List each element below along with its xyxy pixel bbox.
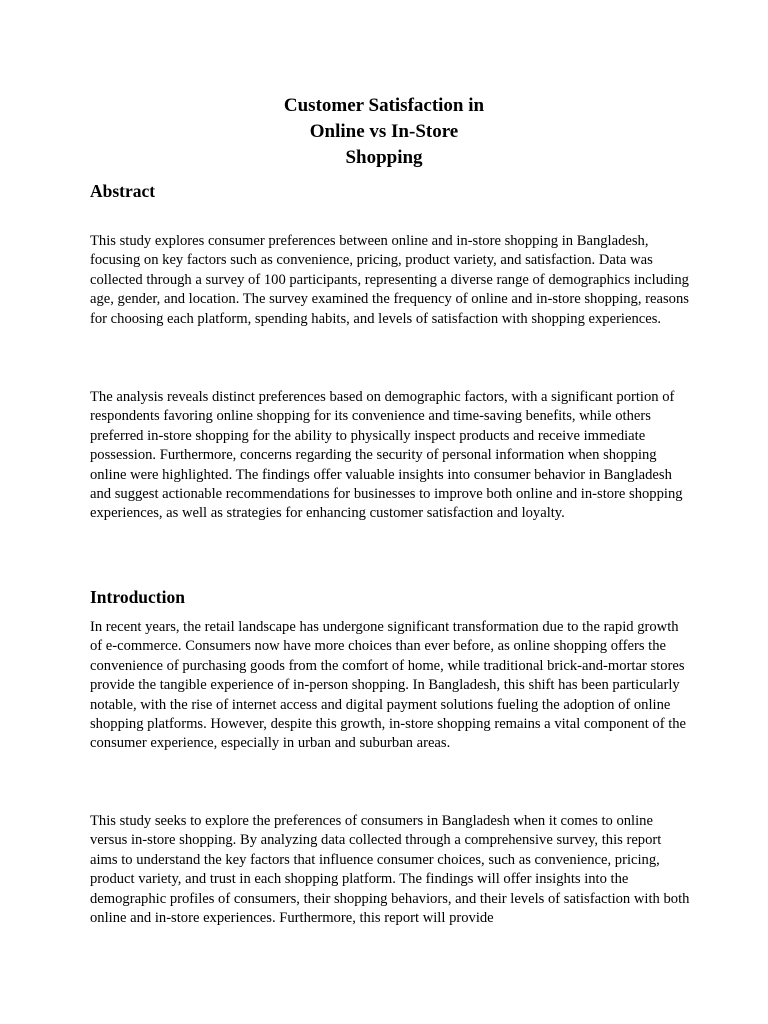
introduction-paragraph-2: This study seeks to explore the preferences of consumers in Bangladesh when it comes to online versus in-store shopping. By analyzing data collected through a comprehensive survey, this report aims to understand the key factors that influence consumer choices, such as convenience, pricing, product variety, and trust in each shopping platform. The findings will offer insights into the demographic profiles of consumers, their shopping behaviors, and their levels of satisfaction with both online and in-store experiences. Furthermore, this report will provide [90,813,690,927]
introduction-paragraph-1: In recent years, the retail landscape has undergone significant transformation due to the rapid growth of e-commerce. Consumers now have more choices than ever before, as online shopping offers the convenience of purchasing goods from the comfort of home, while traditional brick-and-mortar stores provide the tangible experience of in-person shopping. In Bangladesh, this shift has been particularly notable, with the rise of internet access and digital payment solutions fueling the adoption of online shopping platforms. However, despite this growth, in-store shopping remains a vital component of the consumer experience, especially in urban and suburban areas. [90,619,687,752]
abstract-heading: Abstract [90,181,156,201]
title-line-3: Shopping [345,147,423,168]
document-title [0,93,768,171]
title-line-1: Customer Satisfaction in [283,95,485,116]
title-line-2: Online vs In-Store [309,121,459,142]
introduction-heading: Introduction [90,587,185,607]
abstract-paragraph-1: This study explores consumer preferences between online and in-store shopping in Bangladesh, focusing on key factors such as convenience, pricing, product variety, and satisfaction. Data was collected through a survey of 100 participants, representing a diverse range of demographics including age, gender, and location. The survey examined the frequency of online and in-store shopping, reasons for choosing each platform, spending habits, and levels of satisfaction with shopping experiences. [90,233,689,327]
abstract-paragraph-2: The analysis reveals distinct preferences based on demographic factors, with a significant portion of respondents favoring online shopping for its convenience and time-saving benefits, while others preferred in-store shopping for the ability to physically inspect products and receive immediate possession. Furthermore, concerns regarding the security of personal information when shopping online were highlighted. The findings offer valuable insights into consumer behavior in Bangladesh and suggest actionable recommendations for businesses to improve both online and in-store shopping experiences, as well as strategies for enhancing customer satisfaction and loyalty. [90,389,683,522]
